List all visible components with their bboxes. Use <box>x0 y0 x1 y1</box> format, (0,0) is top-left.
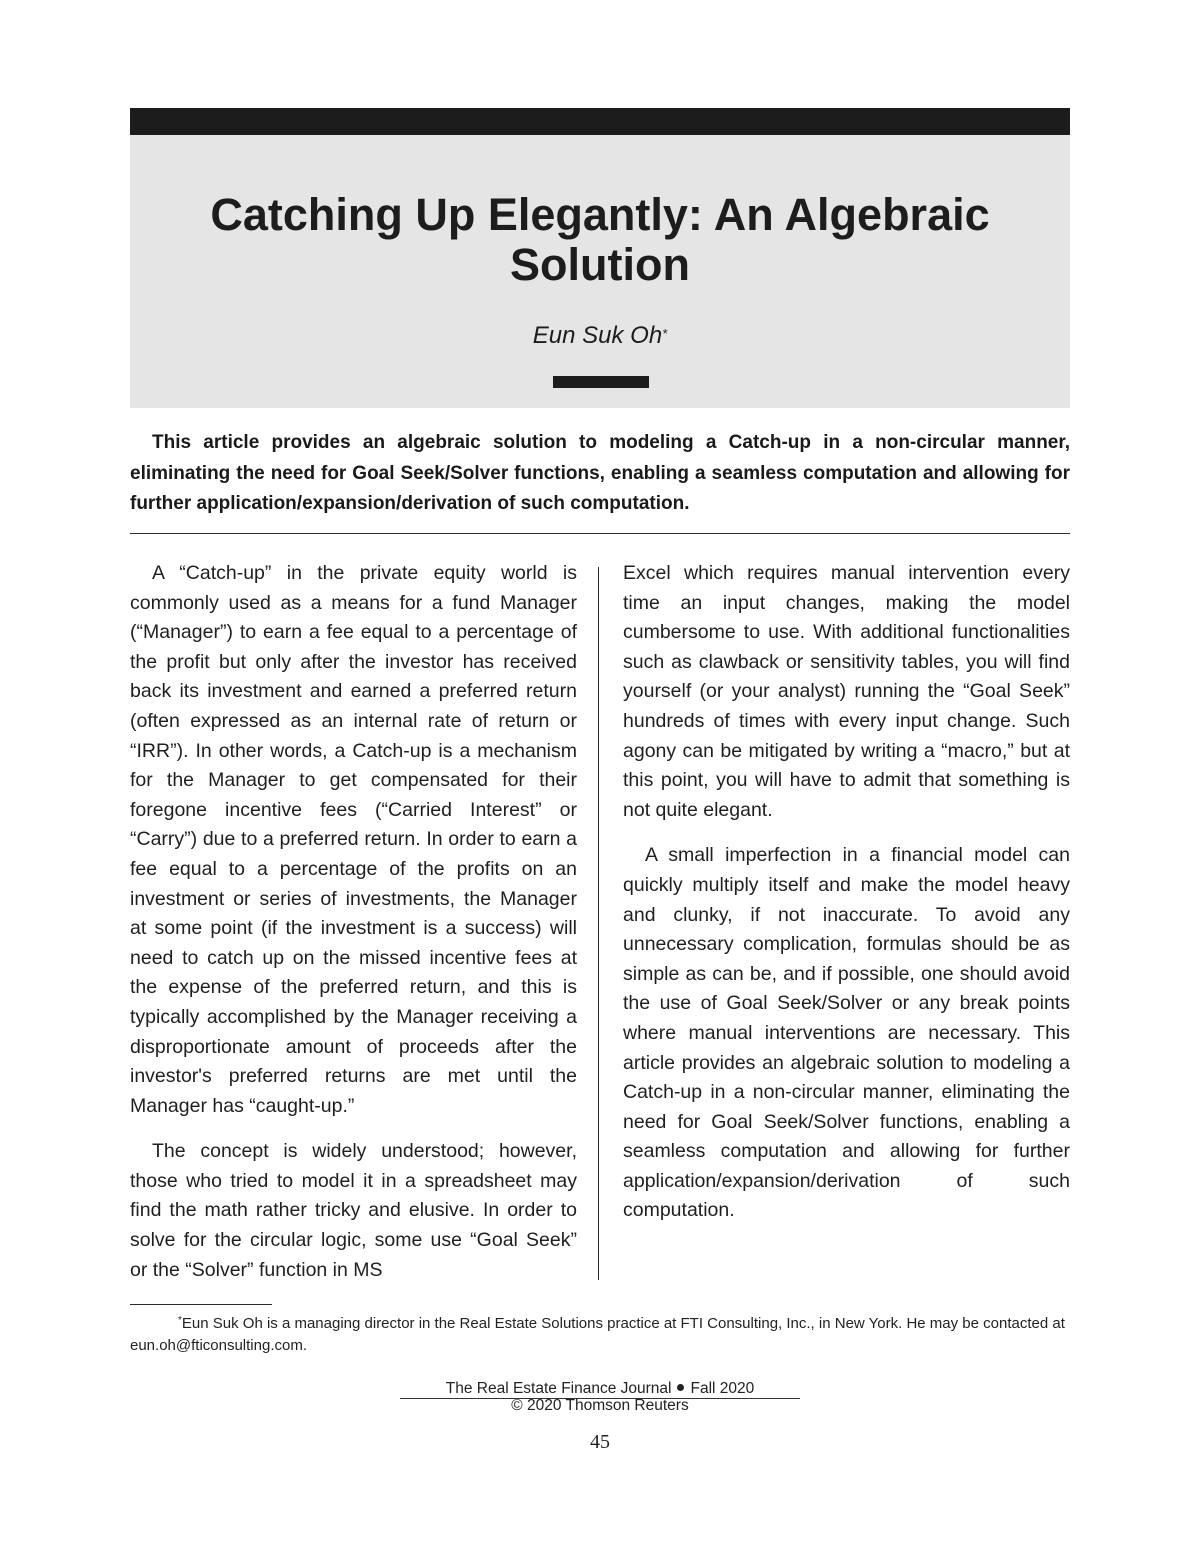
author-name: Eun Suk Oh <box>532 322 663 349</box>
footnote-text: Eun Suk Oh is a managing director in the Real Estate Solutions practice at FTI Consulting, Inc., in New York. He may be contacted at eun.oh@fticonsulting.com. <box>130 1315 1065 1354</box>
left-column <box>130 559 577 1301</box>
body-paragraph: The concept is widely understood; however, those who tried to model it in a spreadsheet may find the math rather tricky and elusive. In order to solve for the circular logic, some use “Goal Seek” or the “Solver” function in MS <box>130 1140 577 1281</box>
page-number: 45 <box>590 1431 610 1453</box>
footnote-divider <box>130 1304 272 1305</box>
journal-issue: Fall 2020 <box>690 1380 755 1397</box>
title-divider-bar <box>553 376 649 388</box>
right-column <box>623 559 1070 1242</box>
author-footnote-mark: * <box>662 326 668 341</box>
abstract-divider <box>130 533 1070 534</box>
abstract: This article provides an algebraic solution to modeling a Catch-up in a non-circular manner, eliminating the need for Goal Seek/Solver functions, enabling a seamless computation and allowing for further application/expansion/derivation of such computation. <box>130 432 1070 514</box>
copyright: © 2020 Thomson Reuters <box>511 1397 689 1414</box>
title-panel <box>130 135 1070 408</box>
footnote-mark: * <box>178 1315 182 1326</box>
footnote <box>130 1313 1070 1357</box>
column-divider <box>598 567 599 1280</box>
header-black-bar <box>130 108 1070 135</box>
bullet-icon <box>677 1384 684 1391</box>
author-line <box>130 321 1070 351</box>
article-title: Catching Up Elegantly: An Algebraic Solution <box>210 189 990 290</box>
body-paragraph: A “Catch-up” in the private equity world is commonly used as a means for a fund Manager (“Manager”) to earn a fee equal to a percentage of the profit but only after the investor has received back its investment and earned a preferred return (often expressed as an internal rate of return or “IRR”). In other words, a Catch-up is a mechanism for the Manager to get compensated for their foregone incentive fees (“Carried Interest” or “Carry”) due to a preferred return. In order to earn a fee equal to a percentage of the profits on an investment or series of investments, the Manager at some point (if the investment is a success) will need to catch up on the missed incentive fees at the expense of the preferred return, and this is typically accomplished by the Manager receiving a disproportionate amount of proceeds after the investor's preferred returns are met until the Manager has “caught-up.” <box>130 562 577 1117</box>
body-paragraph: A small imperfection in a financial model can quickly multiply itself and make the model heavy and clunky, if not inaccurate. To avoid any unnecessary complication, formulas should be as simple as can be, and if possible, one should avoid the use of Goal Seek/Solver or any break points where manual interventions are necessary. This article provides an algebraic solution to modeling a Catch-up in a non-circular manner, eliminating the need for Goal Seek/Solver functions, enabling a seamless computation and allowing for further application/expansion/derivation of such computation. <box>623 844 1070 1222</box>
journal-name: The Real Estate Finance Journal <box>445 1380 672 1397</box>
body-paragraph: Excel which requires manual intervention every time an input changes, making the model cumbersome to use. With additional functionalities such as clawback or sensitivity tables, you will find yourself (or your analyst) running the “Goal Seek” hundreds of times with every input change. Such agony can be mitigated by writing a “macro,” but at this point, you will have to admit that something is not quite elegant. <box>623 562 1070 821</box>
